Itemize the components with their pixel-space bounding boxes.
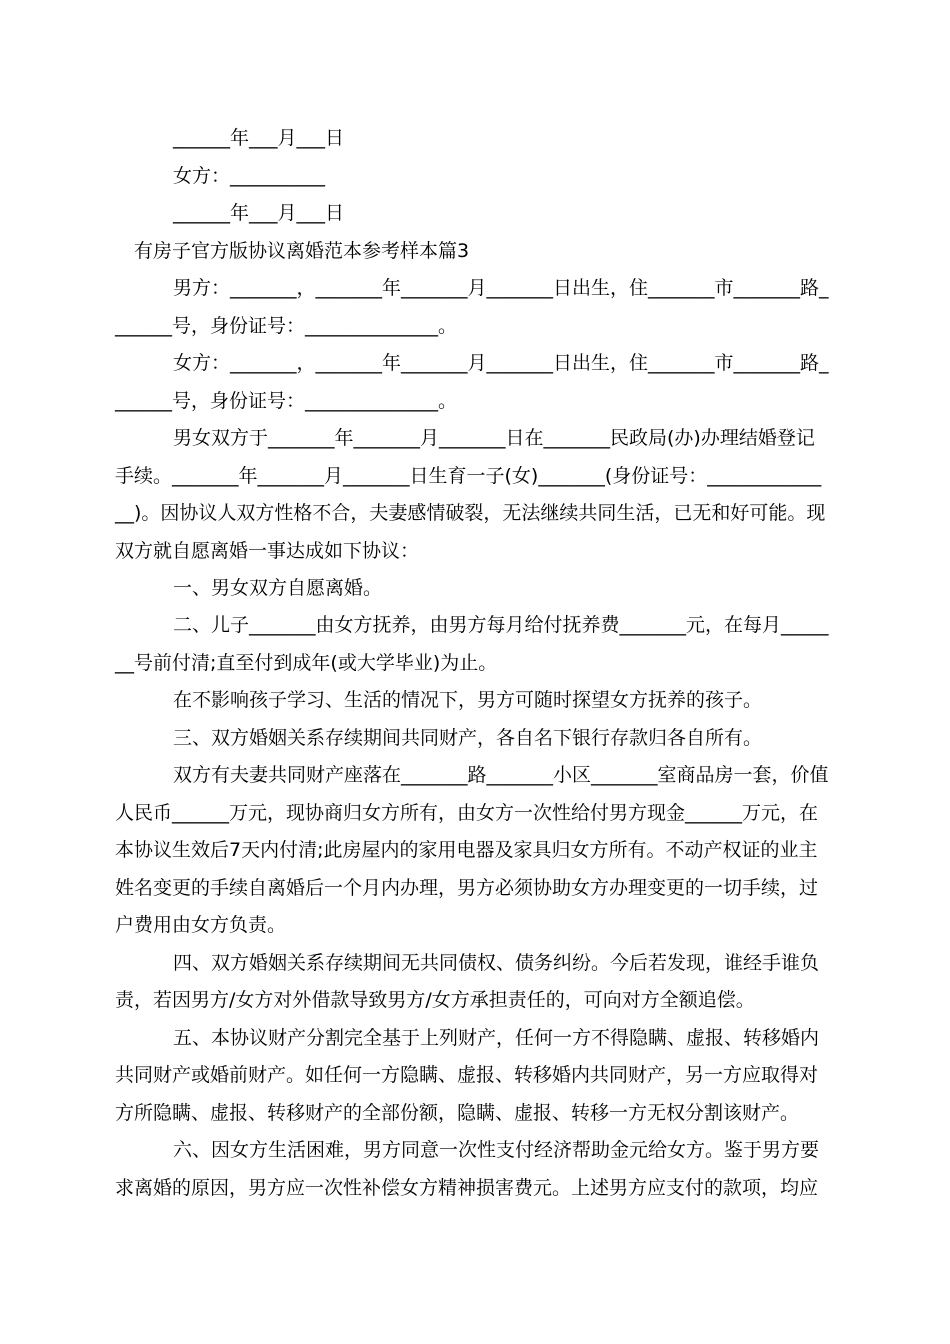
paragraph-line: 双方有夫妻共同财产座落在_______路_______小区_______室商品房一套，价值 [173, 764, 829, 786]
paragraph-line: 人民币______万元，现协商归女方所有，由女方一次性给付男方现金______万元，在 [115, 802, 819, 824]
male-party-info: 男方：_______，_______年_______月_______日出生，住_______市_______路_ [173, 277, 829, 299]
female-party-signature: 女方：__________ [173, 165, 326, 187]
female-party-info: 女方：_______，_______年_______月_______日出生，住_______市_______路_ [173, 352, 829, 374]
male-party-id: ______号，身份证号：______________。 [115, 315, 458, 337]
clause-6: 六、因女方生活困难，男方同意一次性支付经济帮助金元给女方。鉴于男方要 [173, 1139, 820, 1161]
signature-date-line: ______年___月___日 [173, 202, 345, 224]
clause-5: 五、本协议财产分割完全基于上列财产，任何一方不得隐瞒、虚报、转移婚内 [173, 1027, 820, 1049]
paragraph-line: 双方就自愿离婚一事达成如下协议： [115, 540, 420, 562]
clause-3: 三、双方婚姻关系存续期间共同财产，各自名下银行存款归各自所有。 [173, 727, 763, 749]
paragraph-line: 求离婚的原因，男方应一次性补偿女方精神损害费元。上述男方应支付的款项，均应 [115, 1177, 819, 1199]
paragraph-line: __号前付清;直至付到成年(或大学毕业)为止。 [115, 652, 498, 674]
paragraph-line: __)。因协议人双方性格不合，夫妻感情破裂，无法继续共同生活，已无和好可能。现 [115, 502, 826, 524]
clause-1: 一、男女双方自愿离婚。 [173, 577, 383, 599]
paragraph-line: 责，若因男方/女方对外借款导致男方/女方承担责任的，可向对方全额追偿。 [115, 989, 755, 1011]
paragraph-line: 手续。_______年_______月_______日生育一子(女)_______(身份证号：____________ [115, 465, 822, 487]
paragraph-line: 方所隐瞒、虚报、转移财产的全部份额，隐瞒、虚报、转移一方无权分割该财产。 [115, 1102, 800, 1124]
signature-date-line: ______年___月___日 [173, 127, 345, 149]
paragraph-line: 户费用由女方负责。 [115, 914, 287, 936]
section-heading: 有房子官方版协议离婚范本参考样本篇3 [134, 240, 470, 262]
paragraph-line: 本协议生效后7天内付清;此房屋内的家用电器及家具归女方所有。不动产权证的业主 [115, 839, 818, 861]
paragraph-line: 男女双方于_______年_______月_______日在_______民政局(办)办理结婚登记 [173, 427, 815, 449]
paragraph-line: 共同财产或婚前财产。如任何一方隐瞒、虚报、转移婚内共同财产，另一方应取得对 [115, 1064, 819, 1086]
paragraph-line: 在不影响孩子学习、生活的情况下，男方可随时探望女方抚养的孩子。 [173, 689, 763, 711]
clause-2: 二、儿子_______由女方抚养，由男方每月给付抚养费_______元，在每月_____ [173, 614, 829, 636]
clause-4: 四、双方婚姻关系存续期间无共同债权、债务纠纷。今后若发现，谁经手谁负 [173, 952, 820, 974]
paragraph-line: 姓名变更的手续自离婚后一个月内办理，男方必须协助女方办理变更的一切手续，过 [115, 877, 819, 899]
female-party-id: ______号，身份证号：______________。 [115, 390, 458, 412]
